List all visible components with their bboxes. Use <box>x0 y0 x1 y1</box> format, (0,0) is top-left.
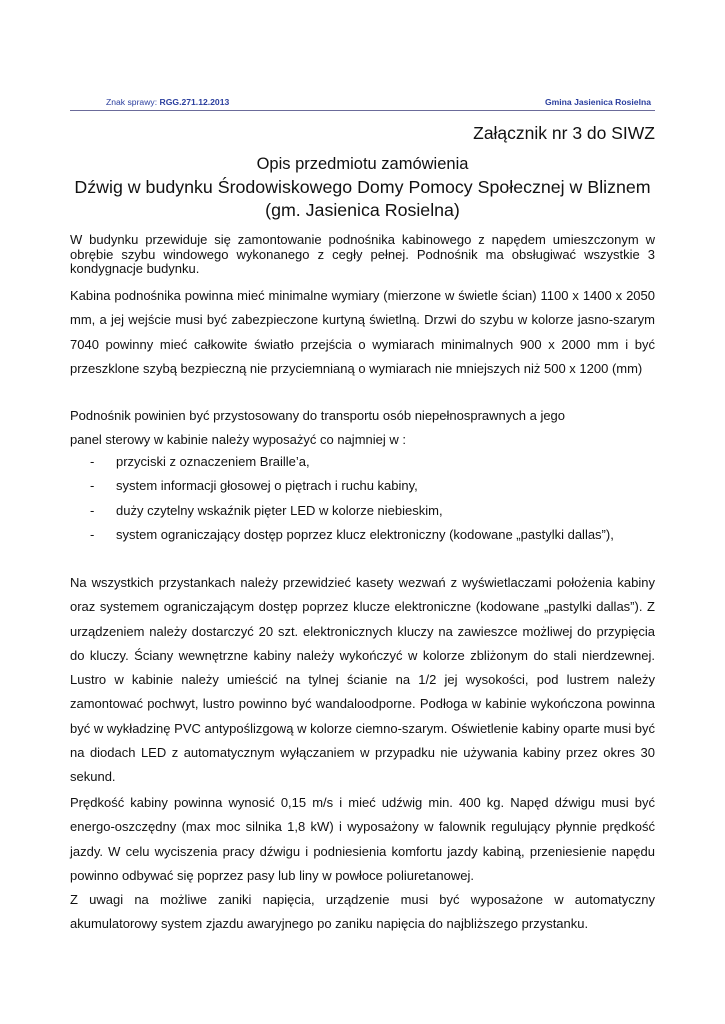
paragraph-stops: Na wszystkich przystankach należy przewidzieć kasety wezwań z wyświetlaczami położenia kabiny oraz systemem ograniczającym dostęp poprzez klucze elektroniczne (kodowane „pastylki dallas”). Z urządzeniem należy dostarczyć 20 szt. elektronicznych kluczy na zawieszce możliwej do przypięcia do kluczy. Ściany wewnętrzne kabiny należy wykończyć w kolorze zbliżonym do stali nierdzewnej. Lustro w kabinie należy umieścić na tylnej ścianie na 1/2 jej wysokości, pod lustrem należy zamontować pochwyt, lustro powinno być wandaloodporne. Podłoga w kabinie wykończona powinna być w wykładzinę PVC antypoślizgową w kolorze ciemno-szarym. Oświetlenie kabiny oparte musi być na diodach LED z automatycznym wyłączaniem w przypadku nie używania kabiny przez okres 30 sekund. <box>70 575 655 785</box>
list-item <box>70 450 655 474</box>
equipment-list <box>70 450 655 547</box>
title-line-2: Dźwig w budynku Środowiskowego Domy Pomocy Społecznej w Bliznem <box>74 177 651 197</box>
paragraph-adapted: Podnośnik powinien być przystosowany do transportu osób niepełnosprawnych a jego <box>70 408 566 423</box>
list-item-text: duży czytelny wskaźnik pięter LED w kolorze niebieskim, <box>116 502 443 518</box>
bullet-dash: - <box>90 478 95 494</box>
page-header <box>70 96 655 110</box>
annex-title: Załącznik nr 3 do SIWZ <box>473 123 655 143</box>
title-line-1: Opis przedmiotu zamówienia <box>256 155 469 173</box>
paragraph-panel: panel sterowy w kabinie należy wyposażyć co najmniej w : <box>70 432 406 447</box>
header-rule <box>70 110 655 111</box>
paragraph-intro: W budynku przewiduje się zamontowanie podnośnika kabinowego z napędem umieszczonym w obrębie szybu windowego wykonanego z cegły pełnej. Podnośnik ma obsługiwać wszystkie 3 kondygnacje budynku. <box>70 232 655 276</box>
case-number: RGG.271.12.2013 <box>159 97 230 107</box>
list-item-text: system informacji głosowej o piętrach i ruchu kabiny, <box>116 478 418 494</box>
list-item <box>70 499 655 523</box>
document-title <box>70 154 655 222</box>
paragraph-cabin: Kabina podnośnika powinna mieć minimalne wymiary (mierzone w świetle ścian) 1100 x 1400 x 2050 mm, a jej wejście musi być zabezpieczone kurtyną świetlną. Drzwi do szybu w kolorze jasno-szarym 7040 powinny mieć całkowite światło przejścia o wymiarach minimalnych 900 x 2000 mm i być przeszklone szybą bezpieczną nie przyciemnianą o wymiarach nie mniejszych niż 500 x 1200 (mm) <box>70 288 655 376</box>
paragraph-speed: Prędkość kabiny powinna wynosić 0,15 m/s i mieć udźwig min. 400 kg. Napęd dźwigu musi być energo-oszczędny (max moc silnika 1,8 kW) i wyposażony w falownik regulujący płynnie prędkość jazdy. W celu wyciszenia pracy dźwigu i podniesienia komfortu jazdy kabiną, przeniesienie napędu powinno odbywać się poprzez pasy lub liny w powłoce poliuretanowej. <box>70 795 655 883</box>
office-name: Gmina Jasienica Rosielna <box>544 97 651 107</box>
paragraph-power: Z uwagi na możliwe zaniki napięcia, urządzenie musi być wyposażone w automatyczny akumulatorowy system zjazdu awaryjnego po zaniku napięcia do najbliższego przystanku. <box>70 892 655 932</box>
bullet-dash: - <box>90 526 95 542</box>
list-item <box>70 523 655 547</box>
list-item <box>70 474 655 498</box>
bullet-dash: - <box>90 502 95 518</box>
list-item-text: system ograniczający dostęp poprzez klucz elektroniczny (kodowane „pastylki dallas”), <box>116 526 614 542</box>
list-item-text: przyciski z oznaczeniem Braille’a, <box>116 454 310 469</box>
case-reference <box>106 97 229 107</box>
case-label: Znak sprawy: <box>106 97 160 107</box>
title-line-3: (gm. Jasienica Rosielna) <box>265 200 460 220</box>
bullet-dash: - <box>90 454 95 469</box>
